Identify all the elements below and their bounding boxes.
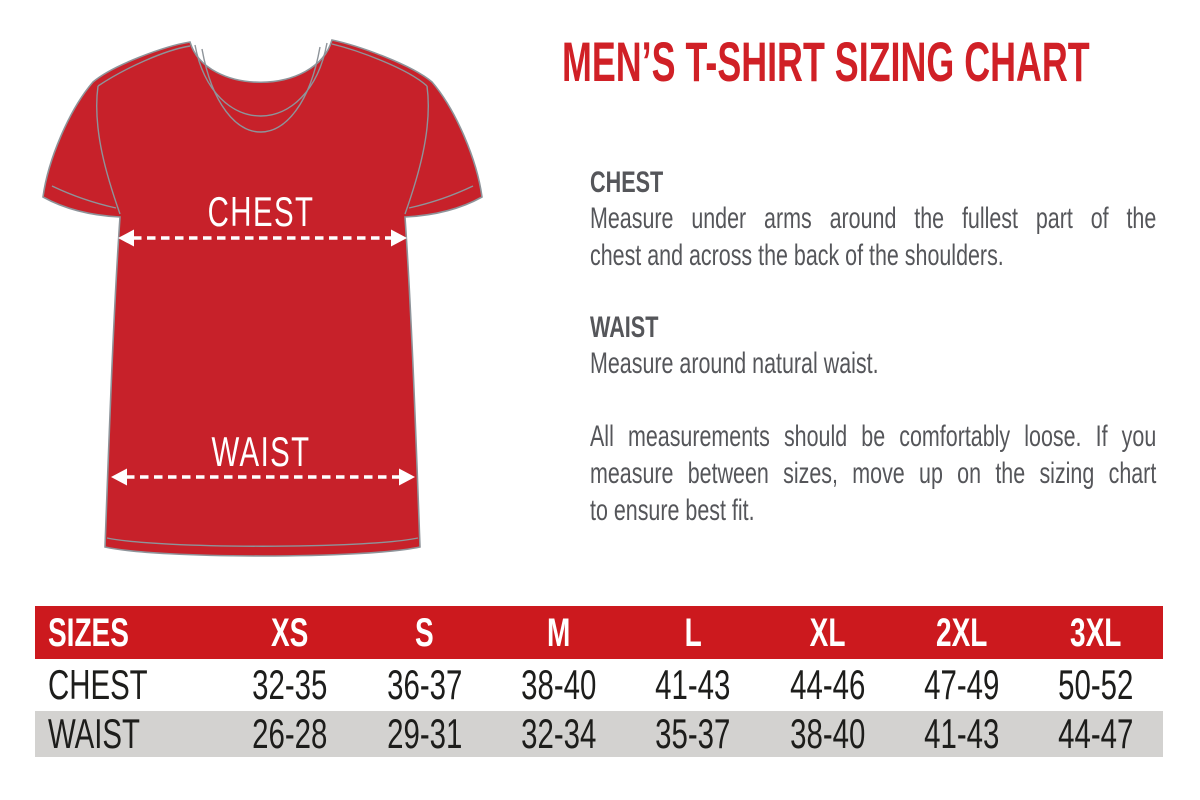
fit-note-line: to ensure best fit.	[590, 494, 755, 527]
header-cell-2xl: 2XL	[935, 610, 988, 655]
table-cell: 44-47	[1058, 710, 1134, 757]
header-cell-l: L	[684, 610, 702, 655]
waist-section-heading: WAIST	[590, 311, 659, 344]
table-cell: 36-37	[386, 661, 463, 708]
sizing-table	[35, 606, 1163, 757]
row-label-chest: CHEST	[48, 661, 148, 708]
header-cell-xl: XL	[809, 610, 846, 655]
table-cell: 38-40	[521, 661, 597, 708]
table-cell: 44-46	[789, 661, 865, 708]
tshirt-diagram	[0, 0, 520, 600]
header-cell-s: S	[415, 610, 434, 655]
fit-note	[590, 418, 1156, 529]
table-cell: 32-35	[252, 661, 328, 708]
chest-section-text	[590, 200, 1156, 274]
table-cell: 35-37	[655, 710, 731, 757]
waist-diagram-label: WAIST	[211, 427, 311, 476]
table-cell: 41-43	[655, 661, 731, 708]
header-cell-m: M	[547, 610, 571, 655]
table-cell: 32-34	[521, 710, 597, 757]
table-row-waist	[35, 711, 1163, 757]
row-label-waist: WAIST	[48, 710, 141, 757]
table-cell: 41-43	[923, 710, 1000, 757]
sizing-table-header-row	[35, 606, 1163, 659]
table-cell: 50-52	[1058, 661, 1134, 708]
page-title: MEN’S T-SHIRT SIZING CHART	[562, 30, 1090, 93]
table-cell: 29-31	[386, 710, 463, 757]
table-cell: 26-28	[252, 710, 328, 757]
chest-text-line: Measure under arms around the fullest part of the	[590, 202, 1157, 235]
header-cell-xs: XS	[271, 610, 309, 655]
waist-text-line: Measure around natural waist.	[590, 347, 879, 380]
header-cell-sizes: SIZES	[48, 610, 129, 655]
waist-section-text	[590, 345, 1156, 382]
tshirt-shape	[43, 40, 482, 556]
chest-section-heading: CHEST	[590, 166, 664, 199]
chest-text-line: chest and across the back of the shoulders.	[590, 239, 1004, 272]
chest-diagram-label: CHEST	[207, 187, 315, 236]
table-row-chest	[35, 659, 1163, 711]
fit-note-line: measure between sizes, move up on the sizing chart	[590, 457, 1157, 490]
header-cell-3xl: 3XL	[1070, 610, 1122, 655]
table-cell: 47-49	[923, 661, 1000, 708]
fit-note-line: All measurements should be comfortably loose. If you	[590, 420, 1157, 453]
table-cell: 38-40	[789, 710, 865, 757]
